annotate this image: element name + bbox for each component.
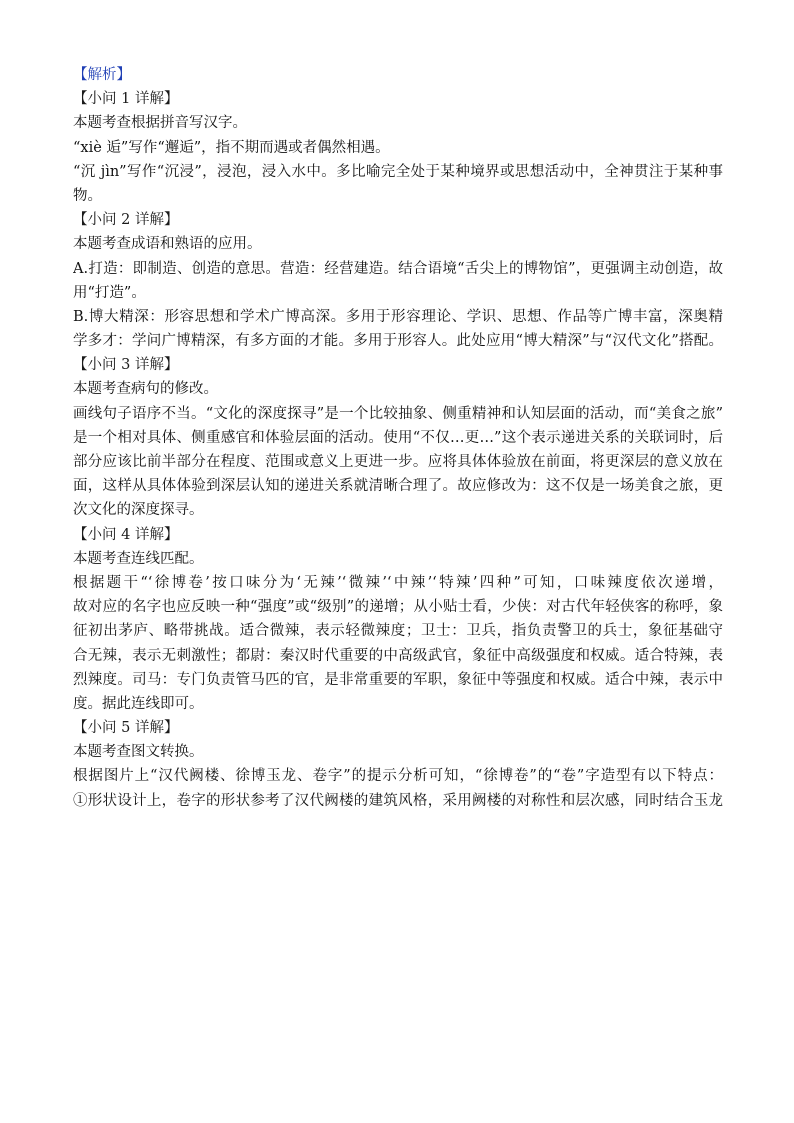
- section-heading: 【小问 2 详解】: [73, 212, 179, 229]
- paragraph-line: 本题考查成语和熟语的应用。: [73, 236, 262, 253]
- section-q4: [73, 523, 723, 717]
- section-heading: 【小问 3 详解】: [73, 357, 179, 374]
- section-q5: [73, 716, 723, 813]
- section-heading: 【小问 5 详解】: [73, 720, 179, 737]
- paragraph-line: 本题考查根据拼音写汉字。: [73, 115, 247, 132]
- paragraph-line: 物。: [73, 187, 102, 204]
- paragraph-line: 部分应该比前半部分在程度、范围或意义上更进一步。应将具体体验放在前面，将更深层的意义放在: [73, 454, 723, 470]
- section-q3: [73, 353, 723, 522]
- document-body: [73, 63, 723, 813]
- paragraph-line: 度。据此连线即可。: [73, 695, 204, 712]
- paragraph-line: 画线句子语序不当。“文化的深度探寻”是一个比较抽象、侧重精神和认知层面的活动，而“美食之旅”: [73, 405, 723, 422]
- paragraph-line: 本题考查病句的修改。: [73, 381, 218, 398]
- analysis-title: 【解析】: [73, 67, 131, 83]
- paragraph-line: 根据题干“‘徐博卷’按口味分为‘无辣’‘微辣’‘中辣’‘特辣’四种”可知，口味辣度依次递增，: [73, 574, 723, 591]
- paragraph-line: “沉 jìn”写作“沉浸”，浸泡，浸入水中。多比喻完全处于某种境界或思想活动中，全神贯注于某种事: [73, 163, 723, 180]
- paragraph-line: 征初出茅庐、略带挑战。适合微辣，表示轻微辣度；卫士：卫兵，指负责警卫的兵士，象征基础守: [73, 623, 723, 640]
- paragraph-line: 本题考查连线匹配。: [73, 550, 204, 567]
- paragraph-line: 烈辣度。司马：专门负责管马匹的官，是非常重要的军职，象征中等强度和权威。适合中辣，表示中: [73, 671, 723, 688]
- paragraph-line: 次文化的深度探寻。: [73, 502, 204, 519]
- paragraph-line: 合无辣，表示无刺激性；都尉：秦汉时代重要的中高级武官，象征中高级强度和权威。适合特辣，表: [73, 647, 723, 664]
- paragraph-line: ①形状设计上，卷字的形状参考了汉代阙楼的建筑风格，采用阙楼的对称性和层次感，同时结合玉龙: [73, 792, 723, 809]
- paragraph-line: 是一个相对具体、侧重感官和体验层面的活动。使用“不仅…更…”这个表示递进关系的关联词时，后: [73, 429, 723, 446]
- paragraph-line: 学多才：学问广博精深，有多方面的才能。多用于形容人。此处应用“博大精深”与“汉代文化”搭配。: [73, 333, 723, 350]
- section-heading: 【小问 1 详解】: [73, 91, 179, 108]
- paragraph-line: 用“打造”。: [73, 284, 146, 301]
- paragraph-line: A.打造：即制造、创造的意思。营造：经营建造。结合语境“舌尖上的博物馆”，更强调主动创造，故: [73, 260, 723, 277]
- paragraph-line: B.博大精深：形容思想和学术广博高深。多用于形容理论、学识、思想、作品等广博丰富，深奥精: [73, 308, 723, 325]
- section-heading: 【小问 4 详解】: [73, 526, 179, 543]
- paragraph-line: 面，这样从具体体验到深层认知的递进关系就清晰合理了。故应修改为：这不仅是一场美食之旅，更: [73, 478, 723, 495]
- section-q2: [73, 208, 723, 353]
- section-q1: [73, 87, 723, 208]
- paragraph-line: 根据图片上“汉代阙楼、徐博玉龙、卷字”的提示分析可知，“徐博卷”的“卷”字造型有以下特点：: [73, 768, 723, 785]
- paragraph-line: 本题考查图文转换。: [73, 744, 204, 761]
- paragraph-line: “xiè 逅”写作“邂逅”，指不期而遇或者偶然相遇。: [73, 139, 390, 156]
- paragraph-line: 故对应的名字也应反映一种“强度”或“级别”的递增；从小贴士看，少侠：对古代年轻侠客的称呼，象: [73, 599, 723, 616]
